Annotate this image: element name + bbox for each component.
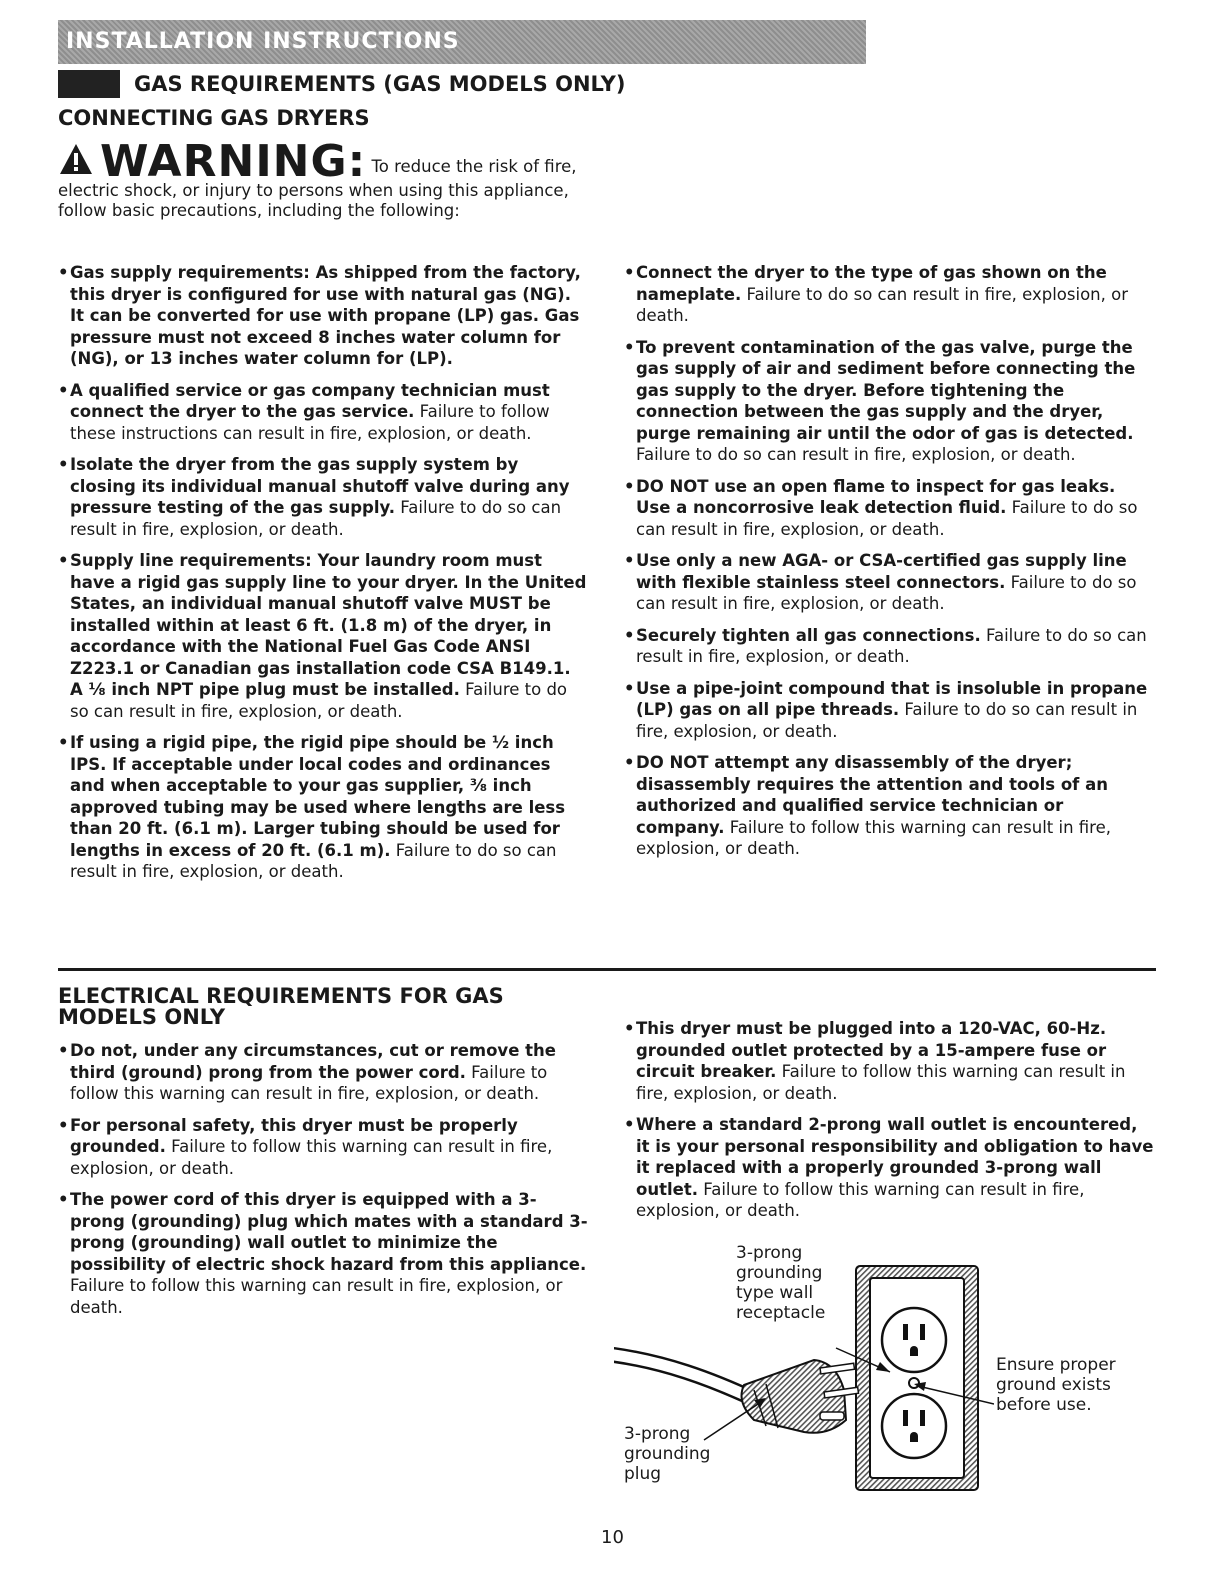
bullet-normal-text: Failure to do so can result in fire, explosion, or death. [636,498,1138,539]
bullet-item [624,625,1154,668]
bullet-bold-text: Isolate the dryer from the gas supply system by closing its individual manual shutoff valve during any pressure testing of the gas supply. [70,455,570,517]
bullet-icon: • [624,1115,635,1134]
bullet-text [70,1115,588,1180]
bullet-item [624,476,1154,541]
bullet-normal-text: Failure to do so can result in fire, explosion, or death. [636,700,1138,741]
bullet-text [636,678,1154,743]
bullet-text [70,380,588,445]
bullet-icon: • [624,678,635,698]
bullet-item [58,1040,588,1105]
plug-label [624,1424,710,1484]
bullet-icon: • [58,733,69,752]
bullet-normal-text: Failure to follow this warning can result in fire, explosion, or death. [70,1276,563,1317]
ground-label-line: Ensure proper [996,1355,1116,1375]
electrical-title: ELECTRICAL REQUIREMENTS FOR GAS MODELS ONLY [58,984,504,1029]
bullet-normal-text: Failure to follow these instructions can result in fire, explosion, or death. [70,402,550,443]
subsection-title: CONNECTING GAS DRYERS [58,106,370,130]
bullet-text [70,1189,588,1318]
bullet-icon: • [624,476,635,496]
bullet-text [70,550,588,722]
bullet-bold-text: If using a rigid pipe, the rigid pipe should be ½ inch IPS. If acceptable under local codes and ordinances and when acceptable to your gas supplier, ⅜ inch approved tubing may be used where lengths are less than 20 ft. (6.1 m). Larger tubing should be used for lengths in excess of 20 ft. (6.1 m). [70,733,566,860]
bullet-item [624,752,1154,860]
bullet-item [58,732,588,883]
gas-right-column [624,262,1154,870]
bullet-normal-text: Failure to do so can result in fire, explosion, or death. [636,284,1128,325]
section-divider [58,968,1156,971]
bullet-text [70,262,588,370]
bullet-normal-text: Failure to do so can result in fire, explosion, or death. [636,625,1147,666]
bullet-icon: • [58,1190,69,1209]
section-banner: INSTALLATION INSTRUCTIONS [58,20,866,64]
bullet-icon: • [58,551,69,570]
bullet-text [636,476,1154,541]
bullet-item [58,1115,588,1180]
receptacle-label-line: 3-prong [736,1243,803,1263]
bullet-icon: • [624,263,635,282]
bullet-icon: • [58,1115,69,1135]
ground-label-line: ground exists [996,1375,1111,1395]
ground-label [996,1355,1116,1415]
bullet-item [58,1189,588,1318]
bullet-bold-text: Securely tighten all gas connections. [636,625,981,645]
bullet-bold-text: The power cord of this dryer is equipped with a 3-prong (grounding) plug which mates with a standard 3-prong (grounding) wall outlet to minimize the possibility of electric shock hazard from this appliance. [70,1190,588,1274]
bullet-text [636,1114,1154,1222]
bullet-item [58,380,588,445]
bullet-item [58,454,588,540]
bullet-item [624,337,1154,466]
gas-left-column [58,262,588,893]
receptacle-label-line: grounding [736,1263,823,1283]
bullet-icon: • [624,337,635,357]
electrical-right-column [624,1018,1154,1232]
bullet-text [636,752,1154,860]
bullet-text [636,625,1154,668]
bullet-icon: • [58,455,69,474]
bullet-text [636,337,1154,466]
bullet-item [624,678,1154,743]
bullet-bold-text: A qualified service or gas company technician must connect the dryer to the gas service. [70,380,550,421]
bullet-bold-text: Where a standard 2-prong wall outlet is encountered, it is your personal responsibility and obligation to have it replaced with a properly grounded 3-prong wall outlet. [636,1115,1154,1199]
bullet-normal-text: Failure to follow this warning can result in fire, explosion, or death. [70,1062,548,1103]
bullet-text [636,1018,1154,1104]
section-title [68,70,625,98]
bullet-bold-text: DO NOT use an open flame to inspect for gas leaks. Use a noncorrosive leak detection fluid. [636,476,1116,517]
bullet-bold-text: Gas supply requirements: As shipped from the factory, this dryer is configured for use with natural gas (NG). It can be converted for use with propane (LP) gas. Gas pressure must not exceed 8 inches water column for (NG), or 13 inches water column for (LP). [70,263,581,368]
bullet-item [624,550,1154,615]
bullet-bold-text: Use a pipe-joint compound that is insoluble in propane (LP) gas on all pipe threads. [636,678,1148,719]
warning-word: WARNING: [100,136,367,187]
bullet-text [636,262,1154,327]
bullet-text [70,454,588,540]
receptacle-label-line: receptacle [736,1303,826,1323]
bullet-item [624,262,1154,327]
bullet-bold-text: Do not, under any circumstances, cut or remove the third (ground) prong from the power cord. [70,1041,556,1082]
warning-block [58,136,598,221]
bullet-item [58,550,588,722]
bullet-icon: • [624,1019,635,1038]
bullet-bold-text: Connect the dryer to the type of gas shown on the nameplate. [636,263,1107,304]
bullet-normal-text: Failure to follow this warning can result in fire, explosion, or death. [636,1062,1126,1103]
section-marker [58,70,120,98]
bullet-icon: • [624,625,635,645]
bullet-bold-text: Use only a new AGA- or CSA-certified gas supply line with flexible stainless steel connectors. [636,551,1127,592]
bullet-normal-text: Failure to follow this warning can result in fire, explosion, or death. [636,817,1111,858]
bullet-item [58,262,588,370]
receptacle-label-line: type wall [736,1283,814,1303]
plug-label-line: 3-prong [624,1424,691,1444]
electrical-left-column [58,1040,588,1328]
warning-triangle-icon [58,142,94,181]
bullet-bold-text: Supply line requirements: Your laundry room must have a rigid gas supply line to your dryer. In the United States, an individual manual shutoff valve MUST be installed within at least 6 ft. (1.8 m) of the dryer, in accordance with the National Fuel Gas Code ANSI Z223.1 or Canadian gas installation code CSA B149.1. A ⅛ inch NPT pipe plug must be installed. [70,551,587,699]
bullet-normal-text: Failure to follow this warning can result in fire, explosion, or death. [636,1179,1085,1220]
bullet-normal-text: Failure to do so can result in fire, explosion, or death. [70,840,557,881]
bullet-bold-text: DO NOT attempt any disassembly of the dryer; disassembly requires the attention and tools of an authorized and qualified service technician or company. [636,753,1108,837]
ground-label-line: before use. [996,1395,1092,1415]
bullet-bold-text: For personal safety, this dryer must be properly grounded. [70,1115,518,1156]
section-title-text: GAS REQUIREMENTS (GAS MODELS ONLY) [134,72,626,96]
bullet-normal-text: Failure to do so can result in fire, explosion, or death. [70,498,562,539]
page-number: 10 [601,1527,624,1548]
plug-label-line: plug [624,1464,662,1484]
bullet-text [70,1040,588,1105]
bullet-bold-text: This dryer must be plugged into a 120-VAC, 60-Hz. grounded outlet protected by a 15-ampere fuse or circuit breaker. [636,1019,1107,1081]
bullet-icon: • [58,1041,69,1060]
bullet-normal-text: Failure to do so can result in fire, explosion, or death. [70,680,568,721]
bullet-item [624,1114,1154,1222]
bullet-icon: • [58,380,69,400]
bullet-text [636,550,1154,615]
bullet-icon: • [624,753,635,772]
bullet-text [70,732,588,883]
bullet-icon: • [624,551,635,570]
bullet-icon: • [58,263,69,282]
bullet-bold-text: To prevent contamination of the gas valve, purge the gas supply of air and sediment before connecting the gas supply to the dryer. Before tightening the connection between the gas supply and the dryer, purge remaining air until the odor of gas is detected. [636,337,1136,443]
plug-label-line: grounding [624,1444,711,1464]
bullet-normal-text: Failure to follow this warning can result in fire, explosion, or death. [70,1137,553,1178]
bullet-normal-text: Failure to do so can result in fire, explosion, or death. [636,445,1076,464]
bullet-normal-text: Failure to do so can result in fire, explosion, or death. [636,572,1137,613]
warning-text: To reduce the risk of fire, electric shock, or injury to persons when using this appliance, follow basic precautions, including the following: [58,157,577,220]
bullet-item [624,1018,1154,1104]
receptacle-label [736,1243,825,1323]
